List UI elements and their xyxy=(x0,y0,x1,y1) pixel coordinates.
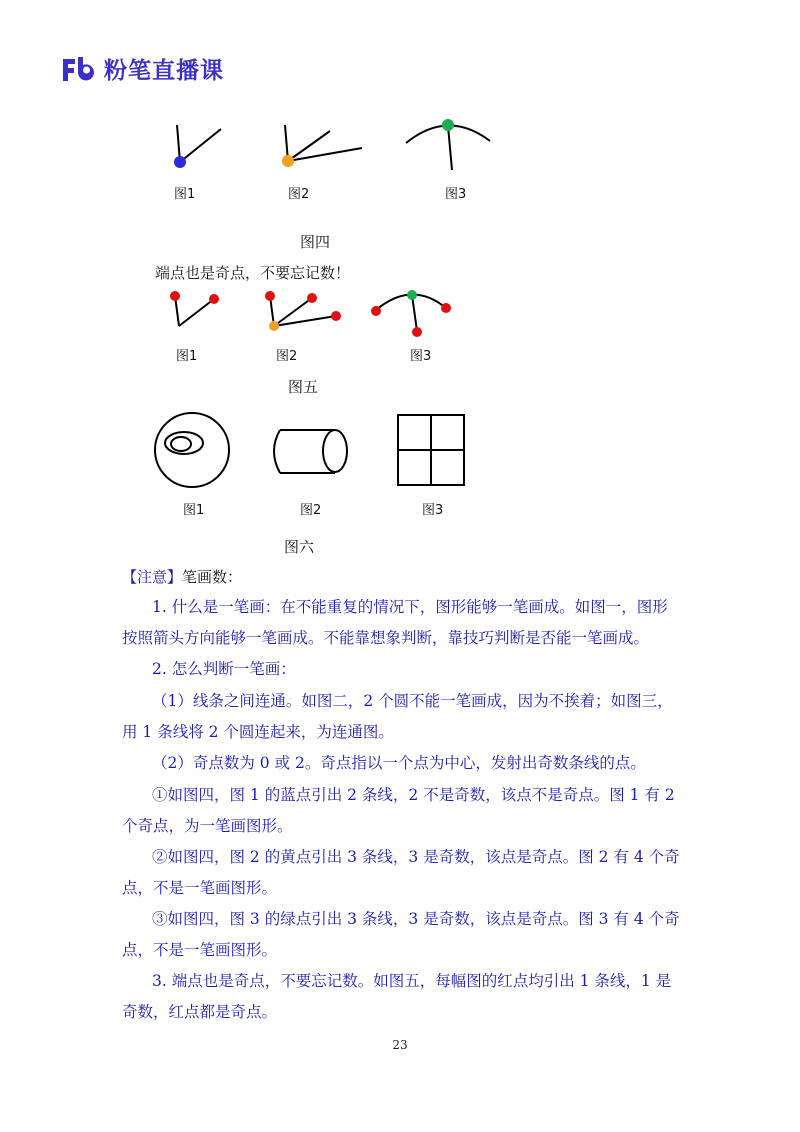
fig6-diagram-2 xyxy=(274,430,347,473)
fig4-diagram-2 xyxy=(282,125,362,167)
fig4-caption-1: 图1 xyxy=(174,187,196,202)
note-bracket: 【注意】 xyxy=(122,568,183,586)
red-dot xyxy=(412,327,422,337)
red-dot xyxy=(331,311,341,321)
fig6-diagram-3 xyxy=(398,415,464,485)
paragraph-8-text: 3. 端点也是奇点，不要忘记数。如图五，每幅图的红点均引出 1 条线，1 是奇数，红点都是奇点。 xyxy=(122,972,672,1021)
red-dot xyxy=(170,291,180,301)
paragraph-7-text: ③如图四，图 3 的绿点引出 3 条线，3 是奇数，该点是奇点。图 3 有 4 个奇点，不是一笔画图形。 xyxy=(122,910,680,959)
yellow-dot xyxy=(269,321,279,331)
fig5-diagram-1 xyxy=(170,291,219,326)
red-dot xyxy=(307,293,317,303)
page-number: 23 xyxy=(392,1038,408,1052)
brand-name: 粉笔直播课 xyxy=(104,58,224,84)
green-dot xyxy=(407,290,417,300)
yellow-dot xyxy=(282,155,294,167)
fig5-diagram-2 xyxy=(265,291,341,331)
fig5-caption-1: 图1 xyxy=(176,349,198,364)
fig6-caption-2: 图2 xyxy=(300,503,322,518)
brand-logo xyxy=(60,52,224,85)
fenbi-logo-icon xyxy=(60,55,96,83)
blue-dot xyxy=(174,156,186,168)
fig4-diagram-3 xyxy=(406,119,490,170)
fig5-caption-3: 图3 xyxy=(410,349,432,364)
fig4-caption-3: 图3 xyxy=(445,187,467,202)
fig4-caption-2: 图2 xyxy=(288,187,310,202)
fig6-caption-3: 图3 xyxy=(422,503,444,518)
fig6-caption-1: 图1 xyxy=(183,503,205,518)
fig5-title: 图五 xyxy=(288,378,319,396)
paragraph-8 xyxy=(122,966,682,1028)
paragraph-2-text: 2. 怎么判断一笔画： xyxy=(152,660,296,678)
figure-5 xyxy=(150,285,470,343)
figure-4 xyxy=(150,115,510,180)
paragraph-2 xyxy=(122,654,682,685)
paragraph-7 xyxy=(122,904,682,966)
red-dot xyxy=(441,303,451,313)
paragraph-4-text: （2）奇点数为 0 或 2。奇点指以一个点为中心，发射出奇数条线的点。 xyxy=(152,754,646,772)
fig6-title: 图六 xyxy=(284,538,315,556)
fig4-title: 图四 xyxy=(300,233,331,251)
paragraph-5 xyxy=(122,780,682,842)
paragraph-1 xyxy=(122,592,682,654)
fig4-diagram-1 xyxy=(174,125,221,168)
paragraph-6 xyxy=(122,842,682,904)
red-dot xyxy=(371,306,381,316)
paragraph-6-text: ②如图四，图 2 的黄点引出 3 条线，3 是奇数，该点是奇点。图 2 有 4 个奇点，不是一笔画图形。 xyxy=(122,848,680,897)
fig6-diagram-1 xyxy=(155,413,229,487)
fig5-caption-2: 图2 xyxy=(276,349,298,364)
fig5-intro: 端点也是奇点，不要忘记数！ xyxy=(155,264,351,282)
red-dot xyxy=(265,291,275,301)
paragraph-3-text: （1）线条之间连通。如图二，2 个圆不能一笔画成，因为不挨着；如图三，用 1 条线将 2 个圆连起来，为连通图。 xyxy=(122,692,673,741)
note-heading xyxy=(122,566,242,587)
paragraph-5-text: ①如图四，图 1 的蓝点引出 2 条线，2 不是奇数，该点不是奇点。图 1 有 2 个奇点，为一笔画图形。 xyxy=(122,786,675,835)
green-dot xyxy=(442,119,454,131)
fig5-diagram-3 xyxy=(371,290,451,337)
paragraph-4 xyxy=(122,748,682,779)
paragraph-1-text: 1. 什么是一笔画：在不能重复的情况下，图形能够一笔画成。如图一，图形按照箭头方向能够一笔画成。不能靠想象判断，靠技巧判断是否能一笔画成。 xyxy=(122,598,668,647)
red-dot xyxy=(209,294,219,304)
paragraph-3 xyxy=(122,686,682,748)
note-text: 笔画数： xyxy=(182,568,243,586)
figure-6 xyxy=(150,410,470,494)
